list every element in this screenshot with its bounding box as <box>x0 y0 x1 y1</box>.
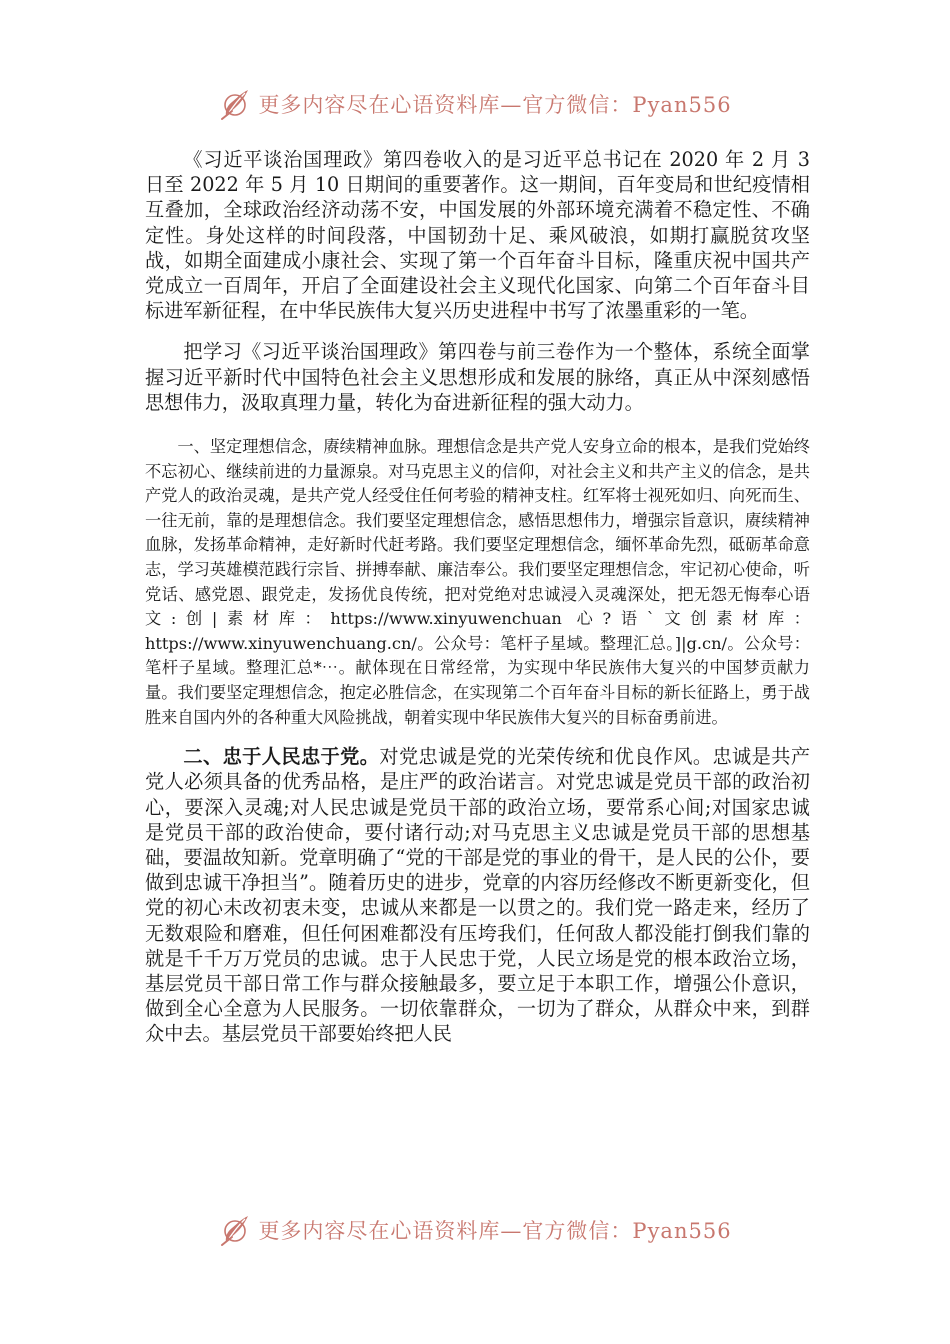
header-watermark-banner <box>0 82 950 126</box>
quill-logo-icon <box>218 1212 254 1248</box>
section-two-text: 对党忠诚是党的光荣传统和优良作风。忠诚是共产党人必须具备的优秀品格，是庄严的政治诺言。对党忠诚是党员干部的政治初心，要深入灵魂;对人民忠诚是党员干部的政治立场，要常系心间;对国家忠诚是党员干部的政治使命，要付诸行动;对马克思主义忠诚是党员干部的思想基础，要温故知新。党章明确了“党的干部是党的事业的骨干，是人民的公仆，要做到忠诚干净担当”。随着历史的进步，党章的内容历经修改不断更新变化，但党的初心未改初衷未变，忠诚从来都是一以贯之的。我们党一路走来，经历了无数艰险和磨难，但任何困难都没有压垮我们，任何敌人都没能打倒我们靠的就是千千万万党员的忠诚。忠于人民忠于党，人民立场是党的根本政治立场，基层党员干部日常工作与群众接触最多，要立足于本职工作，增强公仆意识，做到全心全意为人民服务。一切依靠群众，一切为了群众，从群众中来，到群众中去。基层党员干部要始终把人民 <box>145 745 811 1046</box>
quill-logo-icon <box>218 86 254 122</box>
section-two-heading: 二、忠于人民忠于党。 <box>183 745 380 769</box>
header-banner-text: 更多内容尽在心语资料库—官方微信：Pyan556 <box>258 93 732 117</box>
paragraph-section-two <box>145 744 810 1046</box>
paragraph-section-one: 一、坚定理想信念，赓续精神血脉。理想信念是共产党人安身立命的根本，是我们党始终不忘初心、继续前进的力量源泉。对马克思主义的信仰，对社会主义和共产主义的信念，是共产党人的政治灵魂，是共产党人经受住任何考验的精神支柱。红军将士视死如归、向死而生、一往无前，靠的是理想信念。我们要坚定理想信念，感悟思想伟力，增强宗旨意识，赓续精神血脉，发扬革命精神，走好新时代赶考路。我们要坚定理想信念，缅怀革命先烈，砥砺革命意志，学习英雄模范践行宗旨、拼搏奉献、廉洁奉公。我们要坚定理想信念，牢记初心使命，听党话、感党恩、跟党走，发扬优良传统，把对党绝对忠诚浸入灵魂深处，把无怨无悔奉心语文:创|素材库：https://www.xinyuwenchuan 心?语`文创素材库：https://www.xinyuwenchuang.cn/。公众号：笔杆子星域。整理汇总。]|g.cn/。公众号：笔杆子星域。整理汇总*⋯。献体现在日常经常，为实现中华民族伟大复兴的中国梦贡献力量。我们要坚定理想信念，抱定必胜信念，在实现第二个百年奋斗目标的新长征路上，勇于战胜来自国内外的各种重大风险挑战，朝着实现中华民族伟大复兴的目标奋勇前进。 <box>145 437 810 727</box>
footer-watermark-banner <box>0 1208 950 1252</box>
paragraph-study: 把学习《习近平谈治国理政》第四卷与前三卷作为一个整体，系统全面掌握习近平新时代中国特色社会主义思想形成和发展的脉络，真正从中深刻感悟思想伟力，汲取真理力量，转化为奋进新征程的强大动力。 <box>145 340 810 414</box>
document-body <box>145 147 810 1047</box>
footer-banner-text: 更多内容尽在心语资料库—官方微信：Pyan556 <box>258 1219 732 1243</box>
paragraph-intro: 《习近平谈治国理政》第四卷收入的是习近平总书记在 2020 年 2 月 3 日至 2022 年 5 月 10 日期间的重要著作。这一期间，百年变局和世纪疫情相互叠加，全球政治经济动荡不安，中国发展的外部环境充满着不稳定性、不确定性。身处这样的时间段落，中国韧劲十足、乘风破浪，如期打赢脱贫攻坚战，如期全面建成小康社会、实现了第一个百年奋斗目标，隆重庆祝中国共产党成立一百周年，开启了全面建设社会主义现代化国家、向第二个百年奋斗目标进军新征程，在中华民族伟大复兴历史进程中书写了浓墨重彩的一笔。 <box>145 148 810 323</box>
